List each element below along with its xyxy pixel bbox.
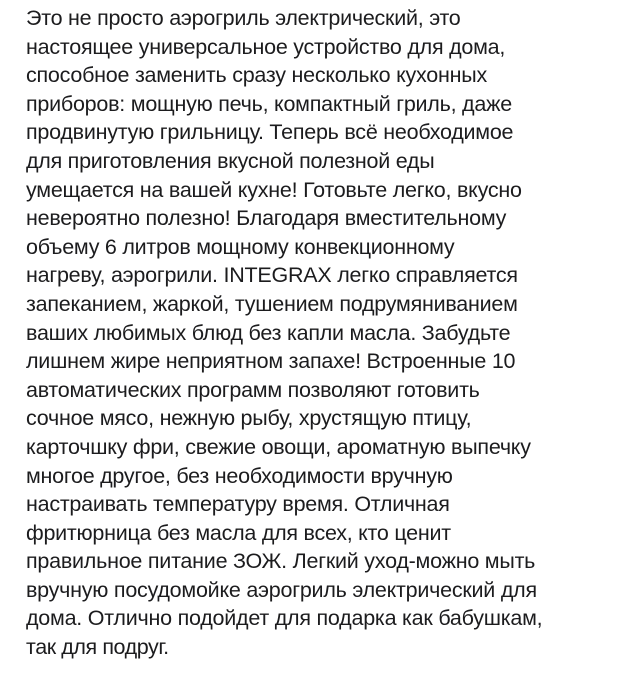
text-line: правильное питание ЗОЖ. Легкий уход-можно мыть xyxy=(26,549,536,574)
text-line: вручную посудомойке аэрогриль электрический для xyxy=(26,577,537,602)
text-line: дома. Отлично подойдет для подарка как бабушкам, xyxy=(26,606,543,631)
text-line: продвинутую грильницу. Теперь всё необходимое xyxy=(26,120,514,145)
text-line: запеканием, жаркой, тушением подрумяниванием xyxy=(26,291,518,316)
text-line: приборов: мощную печь, компактный гриль, даже xyxy=(26,91,512,116)
text-line: лишнем жире неприятном запахе! Встроенные 10 xyxy=(26,349,516,374)
text-line: настраивать температуру время. Отличная xyxy=(26,492,450,517)
text-line: фритюрница без масла для всех, кто ценит xyxy=(26,520,451,545)
text-line: умещается на вашей кухне! Готовьте легко, вкусно xyxy=(26,177,522,202)
text-line: так для подруг. xyxy=(26,635,169,660)
text-line: Это не просто аэрогриль электрический, это xyxy=(26,6,461,30)
text-line: невероятно полезно! Благодаря вместительному xyxy=(26,206,507,231)
text-line: нагреву, аэрогрили. INTEGRAX легко справляется xyxy=(26,263,518,288)
text-line: многое другое, без необходимости вручную xyxy=(26,463,453,488)
text-line: для приготовления вкусной полезной еды xyxy=(26,148,435,173)
text-line: сочное мясо, нежную рыбу, хрустящую птицу, xyxy=(26,406,472,431)
review-paragraph xyxy=(26,4,623,662)
text-line: автоматических программ позволяют готовить xyxy=(26,377,480,402)
text-line: карточшку фри, свежие овощи, ароматную выпечку xyxy=(26,434,531,459)
text-line: объему 6 литров мощному конвекционному xyxy=(26,234,455,259)
text-line: ваших любимых блюд без капли масла. Забудьте xyxy=(26,320,511,345)
text-line: настоящее универсальное устройство для дома, xyxy=(26,34,506,59)
text-line: способное заменить сразу несколько кухонных xyxy=(26,63,487,88)
